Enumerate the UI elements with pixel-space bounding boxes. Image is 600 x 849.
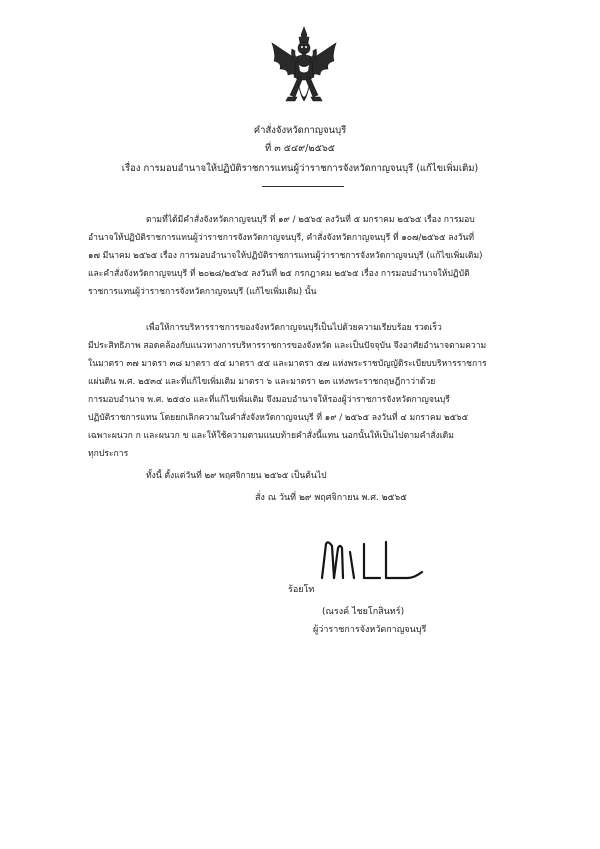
signer-name: (ณรงค์ ไชยโกสินทร์) (322, 607, 405, 617)
body-line: และคำสั่งจังหวัดกาญจนบุรี ที่ ๒๐๒๘/๒๕๖๕ ลงวันที่ ๒๕ กรกฎาคม ๒๕๖๕ เรื่อง การมอบอำนาจให้ปฏิบัติ (88, 269, 470, 279)
body-line: เฉพาะผนวก ก และผนวก ข และให้ใช้ความตามแนบท้ายคำสั่งนี้แทน นอกนั้นให้เป็นไปตามคำสั่งเดิม (88, 431, 454, 441)
heading-divider (262, 186, 344, 187)
body-line: ตามที่ได้มีคำสั่งจังหวัดกาญจนบุรี ที่ ๑๙ / ๒๕๖๕ ลงวันที่ ๕ มกราคม ๒๕๖๕ เรื่อง การมอบ (146, 215, 475, 225)
body-line: อำนาจให้ปฏิบัติราชการแทนผู้ว่าราชการจังหวัดกาญจนบุรี, คำสั่งจังหวัดกาญจนบุรี ที่ ๑๐๗/๒๕๖๕ ลงวันที่ (88, 233, 475, 243)
signer-rank: ร้อยโท (288, 585, 315, 595)
order-title: คำสั่งจังหวัดกาญจนบุรี (253, 125, 347, 136)
body-line: แผ่นดิน พ.ศ. ๒๕๓๔ และที่แก้ไขเพิ่มเติม มาตรา ๖ และมาตรา ๒๓ แห่งพระราชกฤษฎีกาว่าด้วย (88, 377, 436, 387)
body-line: ราชการแทนผู้ว่าราชการจังหวัดกาญจนบุรี (แก้ไขเพิ่มเติม) นั้น (88, 287, 317, 297)
order-subject: เรื่อง การมอบอำนาจให้ปฏิบัติราชการแทนผู้ว่าราชการจังหวัดกาญจนบุรี (แก้ไขเพิ่มเติม) (121, 163, 479, 174)
signer-position: ผู้ว่าราชการจังหวัดกาญจนบุรี (313, 625, 427, 635)
order-number: ที่ ๓ ๕๔๙/๒๕๖๕ (264, 143, 335, 154)
body-line: ๑๗ มีนาคม ๒๕๖๕ เรื่อง การมอบอำนาจให้ปฏิบัติราชการแทนผู้ว่าราชการจังหวัดกาญจนบุรี (แก้ไขเพิ่มเติม) (88, 251, 483, 261)
handwritten-signature (318, 538, 428, 582)
garuda-emblem-icon (268, 25, 340, 117)
body-line: ปฏิบัติราชการแทน โดยยกเลิกความในคำสั่งจังหวัดกาญจนบุรี ที่ ๑๙ / ๒๕๖๕ ลงวันที่ ๔ มกราคม ๒๕๖๕ (88, 413, 469, 423)
body-line: การมอบอำนาจ พ.ศ. ๒๕๕๐ และที่แก้ไขเพิ่มเติม จึงมอบอำนาจให้รองผู้ว่าราชการจังหวัดกาญจนบุรี (88, 395, 450, 405)
body-line: เพื่อให้การบริหารราชการของจังหวัดกาญจนบุรีเป็นไปด้วยความเรียบร้อย รวดเร็ว (146, 323, 442, 333)
effective-date-line: ทั้งนี้ ตั้งแต่วันที่ ๒๙ พฤศจิกายน ๒๕๖๕ เป็นต้นไป (146, 471, 327, 481)
body-line: ในมาตรา ๓๗ มาตรา ๓๘ มาตรา ๕๔ มาตรา ๕๕ และมาตรา ๕๗ แห่งพระราชบัญญัติระเบียบบริหารราชการ (88, 359, 487, 369)
body-line: ทุกประการ (88, 449, 129, 459)
order-date: สั่ง ณ วันที่ ๒๙ พฤศจิกายน พ.ศ. ๒๕๖๕ (255, 493, 407, 503)
body-line: มีประสิทธิภาพ สอดคล้องกับแนวทางการบริหารราชการของจังหวัด และเป็นปัจจุบัน จึงอาศัยอำนาจตามความ (88, 341, 487, 351)
